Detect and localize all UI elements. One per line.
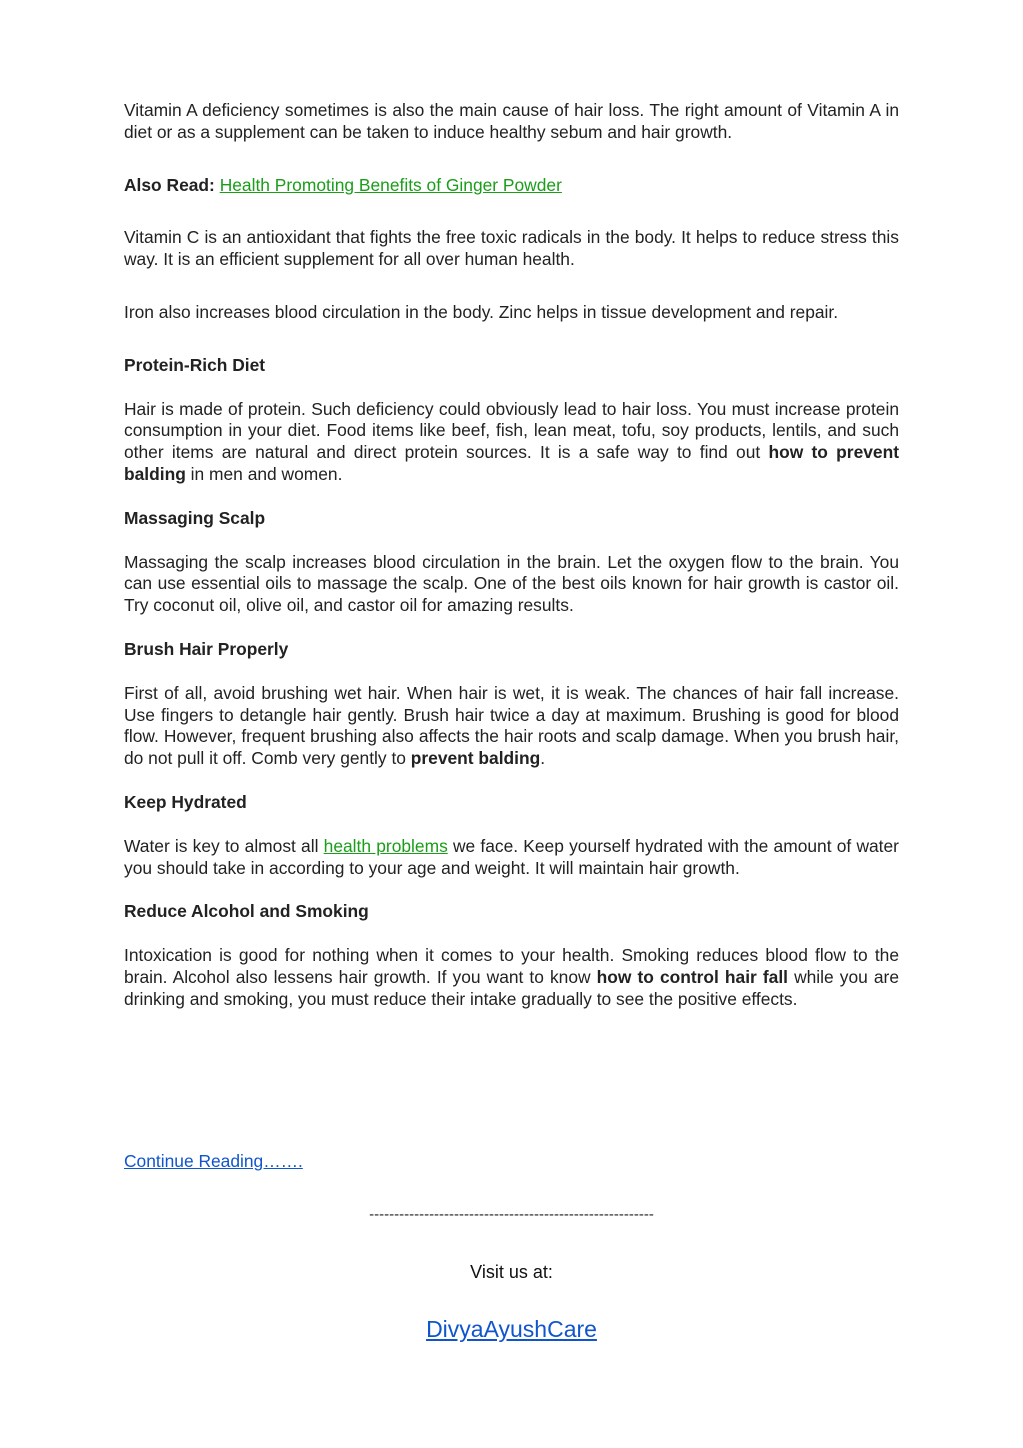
alcohol-text: Intoxication is good for nothing when it comes to your health. Smoking reduces blood flow to the brain. Alcohol also lessens hair growth. If you want to know: [124, 945, 899, 987]
protein-text: Hair is made of protein. Such deficiency could obviously lead to hair loss. You must increase protein consumption in your diet. Food items like beef, fish, lean meat, tofu, soy products, lentils, and such other items are natural and direct protein sources. It is a safe way to find out: [124, 398, 899, 463]
brush-paragraph: [124, 683, 899, 770]
hydrate-heading: Keep Hydrated: [124, 791, 247, 812]
ginger-powder-link[interactable]: Health Promoting Benefits of Ginger Powder: [219, 174, 562, 195]
also-read-label: Also Read:: [124, 174, 215, 195]
continue-reading-link[interactable]: Continue Reading…….: [124, 1151, 303, 1171]
vitamin-c-paragraph: Vitamin C is an antioxidant that fights the free toxic radicals in the body. It helps to reduce stress this way. It is an efficient supplement for all over human health.: [124, 227, 899, 270]
hydrate-text: Water is key to almost all: [124, 835, 324, 856]
brush-heading: Brush Hair Properly: [124, 638, 289, 659]
iron-zinc-paragraph: Iron also increases blood circulation in the body. Zinc helps in tissue development and repair.: [124, 301, 839, 322]
alcohol-text-end: while you are drinking and smoking, you must reduce their intake gradually to see the positive effects.: [124, 966, 899, 1009]
brush-bold: prevent balding: [410, 748, 541, 769]
brush-text: First of all, avoid brushing wet hair. When hair is wet, it is weak. The chances of hair fall increase. Use fingers to detangle hair gently. Brush hair twice a day at maximum. Brushing is good for blood flow. However, frequent brushing also affects the hair roots and scalp damage. When you brush hair, do not pull it off. Comb very gently to: [124, 682, 899, 769]
continue-reading: [124, 1150, 303, 1172]
protein-bold: how to prevent balding: [124, 442, 900, 484]
brush-text-end: .: [540, 748, 546, 769]
protein-paragraph: [124, 399, 899, 486]
protein-text-end: in men and women.: [185, 463, 343, 484]
divider-line: ---------------------------------------------------------: [369, 1206, 654, 1223]
brand-link[interactable]: DivyaAyushCare: [426, 1316, 597, 1342]
protein-heading: Protein-Rich Diet: [124, 354, 266, 375]
alcohol-bold: how to control hair fall: [596, 966, 789, 987]
health-problems-link[interactable]: health problems: [323, 835, 448, 856]
alcohol-heading: Reduce Alcohol and Smoking: [124, 901, 369, 922]
alcohol-paragraph: [124, 945, 899, 1010]
massage-paragraph: Massaging the scalp increases blood circulation in the brain. Let the oxygen flow to the brain. You can use essential oils to massage the scalp. One of the best oils known for hair growth is castor oil. Try coconut oil, olive oil, and castor oil for amazing results.: [124, 551, 899, 616]
brand-container: [0, 1315, 1023, 1343]
massage-heading: Massaging Scalp: [124, 507, 266, 528]
vitamin-a-paragraph: Vitamin A deficiency sometimes is also the main cause of hair loss. The right amount of Vitamin A in diet or as a supplement can be taken to induce healthy sebum and hair growth.: [124, 100, 899, 142]
hydrate-text-end: we face. Keep yourself hydrated with the amount of water you should take in according to your age and weight. It will maintain hair growth.: [124, 835, 899, 878]
also-read-line: [124, 175, 899, 197]
article-body: [124, 100, 899, 1011]
hydrate-paragraph: [124, 836, 899, 880]
visit-us-label: Visit us at:: [470, 1262, 553, 1282]
